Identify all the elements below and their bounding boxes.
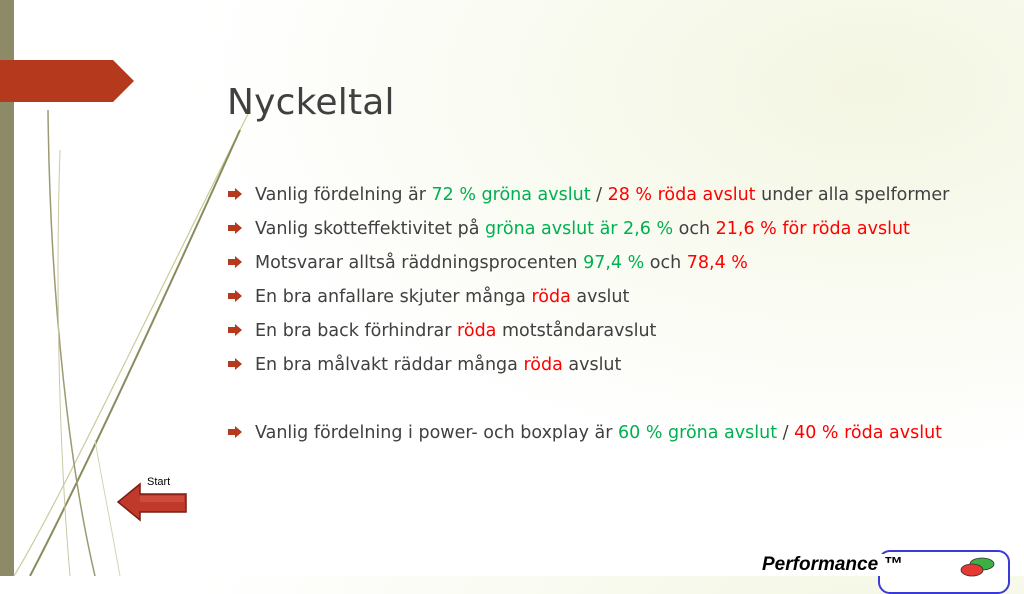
start-label[interactable]: Start [147,476,171,488]
green-highlight: 97,4 % [583,253,645,273]
bullet-item [228,218,1008,252]
title-banner [0,60,134,102]
arrow-bullet-icon [228,358,242,370]
bullet-text: motståndaravslut [496,321,657,341]
bullet-text: under alla spelformer [755,185,950,205]
red-highlight: 78,4 % [686,253,748,273]
bullet-text: Vanlig fördelning i power- och boxplay är [255,423,619,443]
bullet-item [228,320,1008,354]
bullet-list [228,184,1008,456]
bullet-text: Vanlig fördelning är [255,185,432,205]
bullet-text: En bra målvakt räddar många [255,355,524,375]
green-highlight: 60 % gröna avslut [618,423,778,443]
bullet-text: och [673,219,716,239]
green-highlight: gröna avslut är 2,6 % [485,219,674,239]
red-highlight: röda [523,355,563,375]
green-highlight: 72 % gröna avslut [431,185,591,205]
bullet-item [228,252,1008,286]
arrow-bullet-icon [228,426,242,438]
red-highlight: röda [531,287,571,307]
performance-logo-icon [958,556,998,578]
arrow-bullet-icon [228,222,242,234]
red-highlight: 28 % röda avslut [607,185,756,205]
bullet-item [228,286,1008,320]
bullet-text: / [590,185,608,205]
slide-title: Nyckeltal [227,82,395,124]
bullet-text: En bra anfallare skjuter många [255,287,532,307]
start-nav-button[interactable] [116,476,188,524]
red-highlight: röda [457,321,497,341]
red-highlight: 21,6 % för röda avslut [715,219,910,239]
bullet-item [228,422,1008,456]
arrow-bullet-icon [228,290,242,302]
bullet-text: avslut [562,355,622,375]
left-arrow-icon[interactable] [116,480,188,524]
bullet-item [228,184,1008,218]
arrow-bullet-icon [228,188,242,200]
brand-name: Performance ™ [762,554,906,576]
bullet-text: avslut [570,287,630,307]
arrow-bullet-icon [228,324,242,336]
bullet-text: Vanlig skotteffektivitet på [255,219,485,239]
bullet-text: En bra back förhindrar [255,321,458,341]
bullet-text: och [644,253,687,273]
bullet-item [228,354,1008,388]
bullet-text: Motsvarar alltså räddningsprocenten [255,253,584,273]
footer-brand [760,548,1024,576]
red-highlight: 40 % röda avslut [794,423,943,443]
bullet-text: / [777,423,795,443]
arrow-bullet-icon [228,256,242,268]
